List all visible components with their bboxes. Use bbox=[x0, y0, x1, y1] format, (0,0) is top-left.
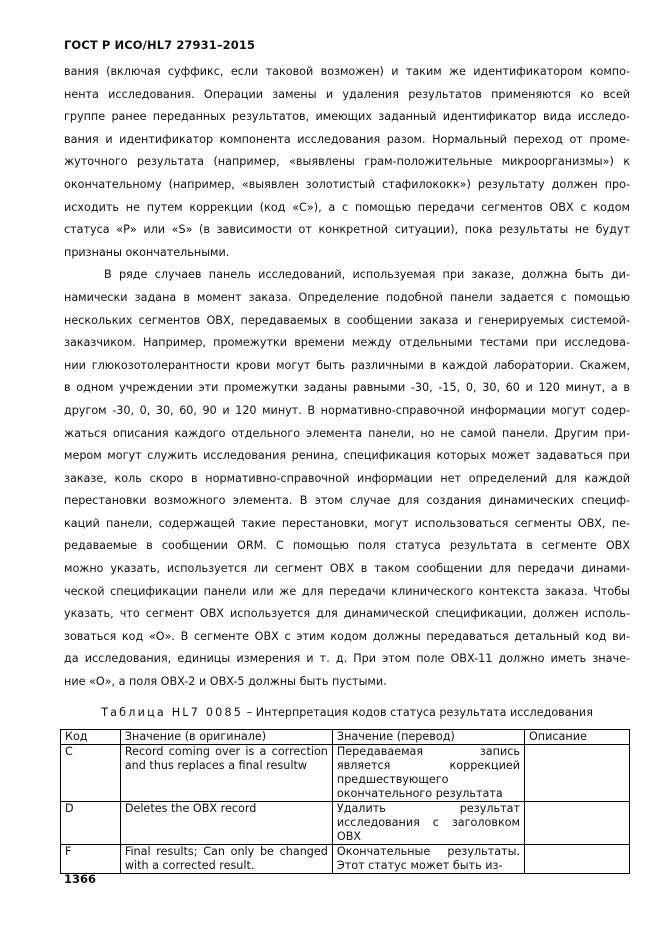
text-line: нескольких сегментов OBX, передаваемых в сообщении заказа и генерируемых системой- bbox=[64, 313, 630, 327]
text-line: да исследования, единицы измерения и т. д. При этом поле OBX-11 должно иметь значе- bbox=[64, 652, 630, 666]
cell-translation: Передаваемая запись является коррекцией предшествующего окончательного результата bbox=[332, 745, 524, 802]
cell-translation: Окончательные результаты. Этот статус может быть из- bbox=[332, 845, 524, 874]
column-header-code: Код bbox=[61, 730, 121, 745]
table-row bbox=[61, 845, 630, 874]
cell-translation: Удалить результат исследования с заголовком OBX bbox=[332, 802, 524, 845]
table-row bbox=[61, 745, 630, 802]
text-line: нента исследования. Операции замены и удаления результатов применяются ко всей bbox=[64, 87, 630, 101]
cell-code: D bbox=[61, 802, 121, 845]
text-line: статуса «Р» или «S» (в зависимости от конкретной ситуации), пока результаты не будут bbox=[64, 223, 630, 237]
text-line: жаться описания каждого отдельного элемента панели, но не самой панели. Другим при- bbox=[64, 426, 630, 440]
text-line: заказчиком. Например, промежутки времени между отдельными тестами при исследова- bbox=[64, 336, 630, 350]
text-line: группе ранее переданных результатов, имеющих заданный идентификатор вида исследо- bbox=[64, 110, 630, 124]
text-line: жуточного результата (например, «выявлены грам-положительные микроорганизмы») к bbox=[64, 155, 630, 169]
text-line: другом -30, 0, 30, 60, 90 и 120 минут. В нормативно-справочной информации могут содер- bbox=[64, 403, 630, 417]
table-caption bbox=[64, 706, 630, 719]
text-line: намически задана в момент заказа. Определение подобной панели задается с помощью bbox=[64, 290, 630, 304]
text-line: каций панели, содержащей такие перестановки, могут использоваться сегменты OBX, пе- bbox=[64, 516, 630, 530]
text-line: вания и идентификатор компонента исследования разом. Нормальный переход от проме- bbox=[64, 132, 630, 146]
text-line: нии глюкозотолерантности крови могут быть различными в каждой лаборатории. Скажем, bbox=[64, 358, 630, 372]
text-line: перестановки возможного элемента. В этом случае для создания динамических специф- bbox=[64, 494, 630, 508]
cell-description bbox=[525, 802, 630, 845]
column-header-description: Описание bbox=[525, 730, 630, 745]
text-line: редаваемые в сообщении ORM. С помощью поля статуса результата в сегменте OBX bbox=[64, 539, 630, 553]
column-header-original: Значение (в оригинале) bbox=[120, 730, 332, 745]
page-number: 1366 bbox=[64, 872, 97, 886]
column-header-translation: Значение (перевод) bbox=[332, 730, 524, 745]
text-line: ние «О», а поля OBX-2 и OBX-5 должны быть пустыми. bbox=[64, 675, 387, 689]
text-line: мером могут служить исследования ренина, спецификация которых может задаваться при bbox=[64, 449, 630, 463]
document-header: ГОСТ Р ИСО/HL7 27931–2015 bbox=[64, 38, 256, 52]
body-text bbox=[64, 61, 630, 694]
cell-code: C bbox=[61, 745, 121, 802]
status-codes-table bbox=[60, 729, 630, 874]
table-caption-label: Таблица HL7 0085 bbox=[101, 706, 244, 719]
table-caption-text: – Интерпретация кодов статуса результата исследования bbox=[243, 706, 593, 719]
cell-description bbox=[525, 745, 630, 802]
table-row bbox=[61, 802, 630, 845]
cell-original: Final results; Can only be changed with a corrected result. bbox=[120, 845, 332, 874]
table-header-row bbox=[61, 730, 630, 745]
text-line: можно указать, используется ли сегмент OBX в таком сообщении для передачи динами- bbox=[64, 562, 630, 576]
text-line: указать, что сегмент OBX используется для динамической спецификации, должен исполь- bbox=[64, 607, 630, 621]
text-line: признаны окончательными. bbox=[64, 245, 230, 259]
text-line: заказе, коль скоро в нормативно-справочной информации нет определений для каждой bbox=[64, 471, 630, 485]
cell-original: Record coming over is a correction and thus replaces a final resultw bbox=[120, 745, 332, 802]
text-line: В ряде случаев панель исследований, используемая при заказе, должна быть ди- bbox=[104, 268, 630, 282]
cell-code: F bbox=[61, 845, 121, 874]
text-line: исходить не путем коррекции (код «С»), а с помощью передачи сегментов OBX с кодом bbox=[64, 200, 630, 214]
cell-original: Deletes the OBX record bbox=[120, 802, 332, 845]
text-line: зоваться код «О». В сегменте OBX с этим кодом должны передаваться детальный код ви- bbox=[64, 629, 630, 643]
text-line: в одном учреждении эти промежутки заданы равными -30, -15, 0, 30, 60 и 120 минут, а в bbox=[64, 381, 630, 395]
text-line: ческой спецификации панели или же для передачи клинического контекста заказа. Чтобы bbox=[64, 584, 630, 598]
text-line: вания (включая суффикс, если таковой возможен) и таким же идентификатором компо- bbox=[64, 65, 630, 78]
text-line: окончательному (например, «выявлен золотистый стафилококк») результату должен про- bbox=[64, 177, 630, 191]
cell-description bbox=[525, 845, 630, 874]
